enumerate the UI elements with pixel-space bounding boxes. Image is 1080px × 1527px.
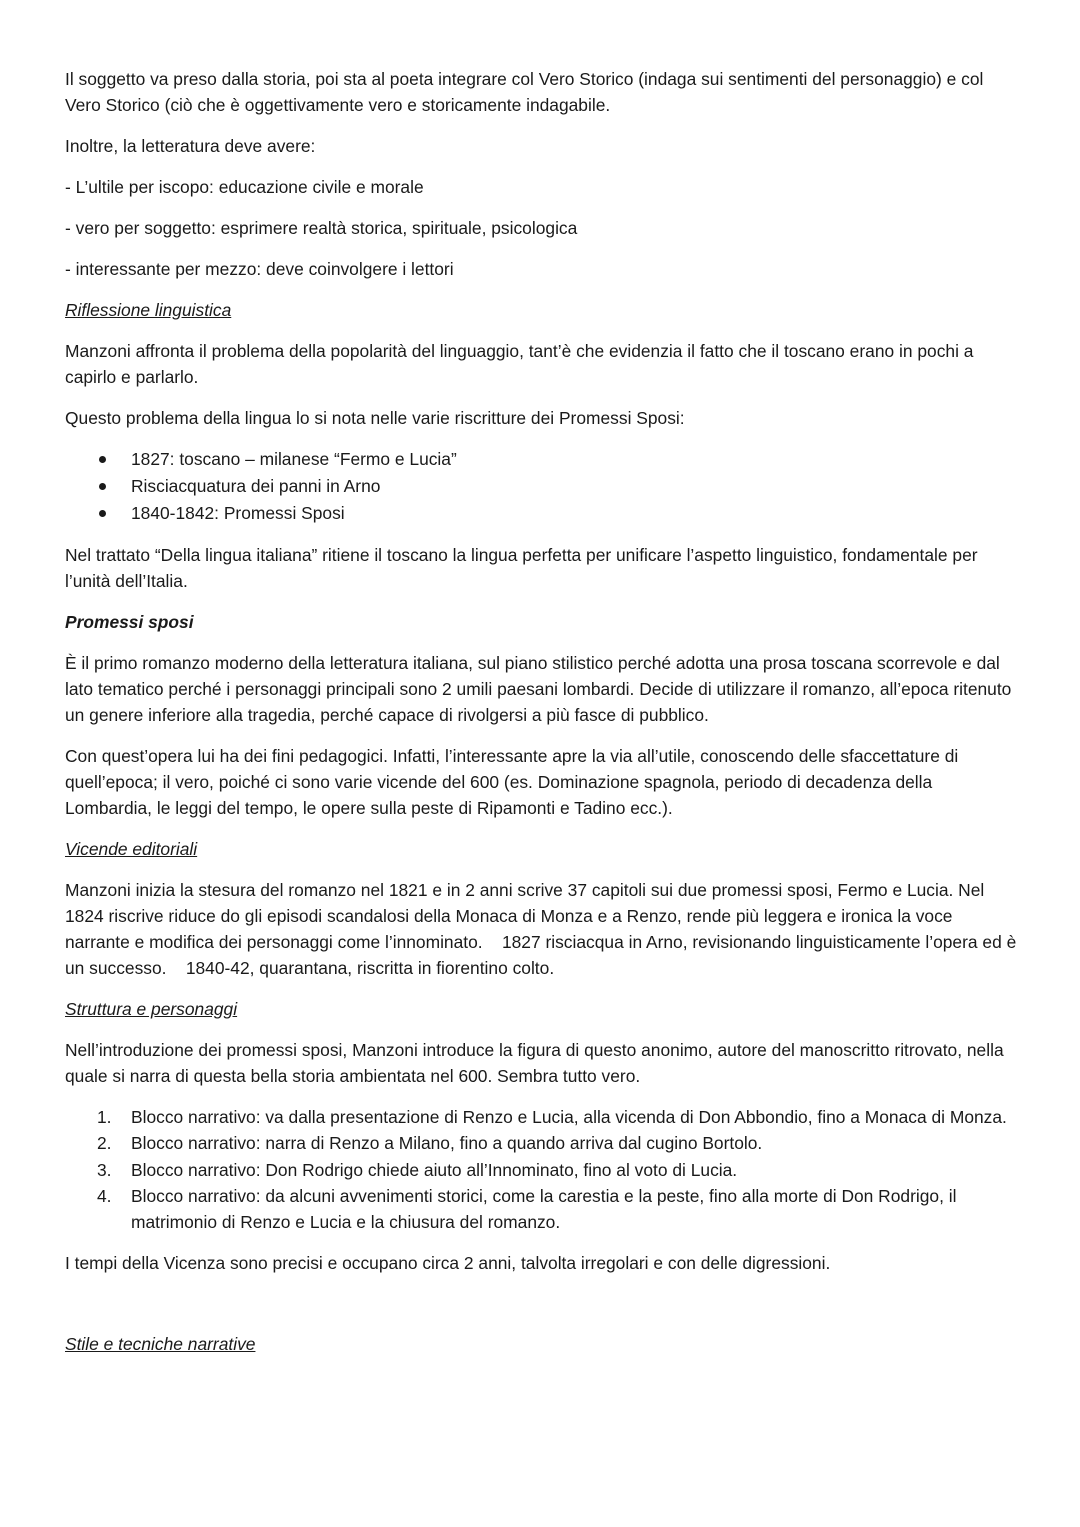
promessi-paragraph-1: È il primo romanzo moderno della letteratura italiana, sul piano stilistico perché adotta una prosa toscana scorrevole e dal lato tematico perché i personaggi principali sono 2 umili paesani lombardi. Decide di utilizzare il romanzo, all’epoca ritenuto un genere inferiore alla tragedia, perché capace di rivolgersi a più fasce di pubblico.	[65, 653, 1012, 725]
list-item	[65, 1183, 1020, 1236]
list-number: 1.	[97, 1107, 112, 1127]
list-number: 3.	[97, 1159, 112, 1180]
intro-paragraph: Il soggetto va preso dalla storia, poi sta al poeta integrare col Vero Storico (indaga sui sentimenti del personaggio) e col Vero Storico (ciò che è oggettivamente vero e storicamente indagabile.	[65, 69, 984, 115]
list-item	[65, 446, 1020, 473]
riflessione-paragraph-2: Questo problema della lingua lo si nota nelle varie riscritture dei Promessi Sposi:	[65, 408, 685, 428]
intro-item-interessante: - interessante per mezzo: deve coinvolgere i lettori	[65, 259, 454, 279]
heading-riflessione: Riflessione linguistica	[65, 300, 232, 320]
list-item-text: Blocco narrativo: da alcuni avvenimenti storici, come la carestia e la peste, fino alla morte di Don Rodrigo, il matrimonio di Renzo e Lucia e la chiusura del romanzo.	[131, 1185, 957, 1233]
struttura-paragraph-2: I tempi della Vicenza sono precisi e occupano circa 2 anni, talvolta irregolari e con delle digressioni.	[65, 1253, 831, 1274]
list-item	[65, 1157, 1020, 1183]
rewrites-list	[65, 446, 1020, 527]
list-item-text: Blocco narrativo: va dalla presentazione di Renzo e Lucia, alla vicenda di Don Abbondio, fino a Monaca di Monza.	[131, 1107, 1007, 1127]
heading-stile: Stile e tecniche narrative	[65, 1334, 256, 1355]
narrative-blocks-list	[65, 1104, 1020, 1235]
list-item	[65, 500, 1020, 527]
struttura-paragraph-1: Nell’introduzione dei promessi sposi, Manzoni introduce la figura di questo anonimo, autore del manoscritto ritrovato, nella quale si narra di questa bella storia ambientata nel 600. Sembra tutto vero.	[65, 1040, 1004, 1086]
heading-vicende: Vicende editoriali	[65, 839, 198, 859]
list-item	[65, 473, 1020, 500]
list-item-text: Blocco narrativo: narra di Renzo a Milano, fino a quando arriva dal cugino Bortolo.	[131, 1133, 763, 1154]
list-item-text: 1840-1842: Promessi Sposi	[131, 503, 345, 523]
bullet-icon	[99, 483, 106, 490]
bullet-icon	[99, 510, 106, 517]
intro-item-vero: - vero per soggetto: esprimere realtà storica, spirituale, psicologica	[65, 218, 578, 238]
promessi-paragraph-2: Con quest’opera lui ha dei fini pedagogici. Infatti, l’interessante apre la via all’utile, conoscendo delle sfaccettature di quell’epoca; il vero, poiché ci sono varie vicende del 600 (es. Dominazione spagnola, periodo di decadenza della Lombardia, le leggi del tempo, le opere sulla peste di Ripamonti e Tadino ecc.).	[65, 746, 959, 818]
list-item-text: 1827: toscano – milanese “Fermo e Lucia”	[131, 449, 457, 469]
list-item-text: Blocco narrativo: Don Rodrigo chiede aiuto all’Innominato, fino al voto di Lucia.	[131, 1159, 738, 1180]
bullet-icon	[99, 456, 106, 463]
list-item	[65, 1130, 1020, 1156]
list-item	[65, 1104, 1020, 1130]
heading-promessi-sposi: Promessi sposi	[65, 612, 194, 632]
list-item-text: Risciacquatura dei panni in Arno	[131, 476, 381, 496]
heading-struttura: Struttura e personaggi	[65, 999, 238, 1019]
list-number: 2.	[97, 1133, 112, 1154]
list-number: 4.	[97, 1185, 112, 1206]
riflessione-paragraph-1: Manzoni affronta il problema della popolarità del linguaggio, tant’è che evidenzia il fatto che il toscano erano in pochi a capirlo e parlarlo.	[65, 341, 974, 387]
intro-item-utile: - L’ultile per iscopo: educazione civile e morale	[65, 177, 424, 197]
riflessione-paragraph-3: Nel trattato “Della lingua italiana” ritiene il toscano la lingua perfetta per unificare l’aspetto linguistico, fondamentale per l’unità dell’Italia.	[65, 545, 978, 591]
document-page	[65, 66, 1020, 1357]
intro-lead: Inoltre, la letteratura deve avere:	[65, 136, 316, 156]
vicende-paragraph: Manzoni inizia la stesura del romanzo nel 1821 e in 2 anni scrive 37 capitoli sui due promessi sposi, Fermo e Lucia. Nel 1824 riscrive riduce do gli episodi scandalosi della Monaca di Monza e a Renzo, rende più leggera e ironica la voce narrante e modifica dei personaggi come l’innominato. 1827 risciacqua in Arno, revisionando linguisticamente l’opera ed è un successo. 1840-42, quarantana, riscritta in fiorentino colto.	[65, 880, 1022, 978]
